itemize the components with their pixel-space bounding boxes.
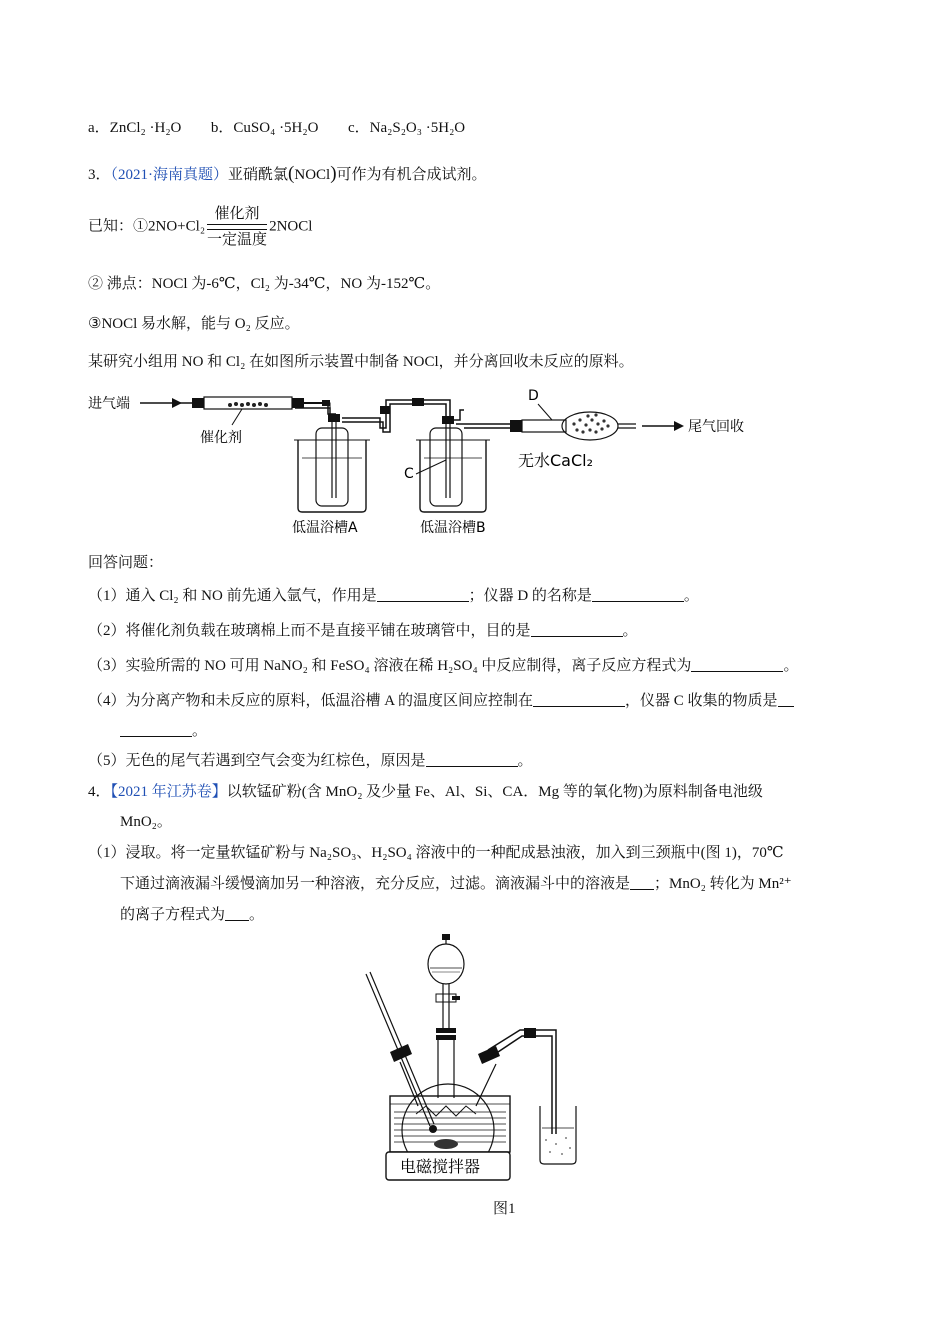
answer-blank[interactable] — [630, 875, 654, 890]
q3-sub4-cont — [120, 720, 207, 742]
q3-sub5-b: 。 — [517, 753, 533, 769]
q4-text1: 以软锰矿粉(含 MnO₂ 及少量 Fe、Al、Si、CA．Mg 等的氧化物)为原料制备电池级 — [226, 784, 763, 800]
q4-sub1-line3b: 。 — [249, 907, 265, 923]
eq-left: 2NO+Cl₂ — [148, 218, 206, 235]
q4-sub1-line3a: 的离子方程式为 — [120, 907, 226, 923]
diagram-catalyst-label: 催化剂 — [200, 430, 242, 446]
q4-text2: MnO₂。 — [120, 814, 172, 830]
q3-number: 3． — [88, 167, 111, 183]
apparatus-diagram — [80, 380, 780, 545]
figure-1-apparatus — [360, 930, 580, 1185]
q3-sub3-a: （3）实验所需的 NO 可用 NaNO₂ 和 FeSO₄ 溶液在稀 H₂SO₄ 中反应制得，离子反应方程式为 — [88, 658, 692, 674]
diagram-tail-label: 尾气回收 — [688, 419, 744, 435]
answer-blank[interactable] — [592, 587, 684, 602]
q3-sub1-c: 。 — [683, 588, 699, 604]
option-b: b． — [210, 120, 234, 136]
q3-sub3-b: 。 — [783, 658, 799, 674]
q3-sub2-a: （2）将催化剂负载在玻璃棉上而不是直接平铺在玻璃管中，目的是 — [88, 623, 531, 639]
q3-sub4 — [88, 690, 794, 712]
eq-condition — [207, 205, 267, 249]
answer-blank[interactable] — [120, 722, 192, 737]
q3-answer-label: 回答问题： — [88, 555, 164, 571]
answer-blank[interactable] — [533, 692, 625, 707]
q3-sub2 — [88, 620, 638, 642]
answer-blank[interactable] — [691, 657, 783, 672]
q3-setup: 某研究小组用 NO 和 Cl₂ 在如图所示装置中制备 NOCl，并分离回收未反应的原料。 — [88, 354, 634, 370]
diagram-bath-a: 低温浴槽A — [292, 520, 358, 536]
q3-sub1-a: （1）通入 Cl₂ 和 NO 前先通入氩气，作用是 — [88, 588, 377, 604]
q3-fact3: ③NOCl 易水解，能与 O₂ 反应。 — [88, 316, 300, 332]
q3-sub4-b: ，仪器 C 收集的物质是 — [625, 693, 778, 709]
q3-fact2: ② 沸点：NOCl 为-6℃，Cl₂ 为-34℃，NO 为-152℃。 — [88, 276, 441, 292]
stirrer-label: 电磁搅拌器 — [400, 1157, 481, 1176]
diagram-inlet-label: 进气端 — [88, 396, 130, 412]
answer-blank[interactable] — [225, 906, 249, 921]
q3-sub4-a: （4）为分离产物和未反应的原料，低温浴槽 A 的温度区间应控制在 — [88, 693, 534, 709]
diagram-bath-b: 低温浴槽B — [420, 520, 486, 536]
q3-sub5-a: （5）无色的尾气若遇到空气会变为红棕色，原因是 — [88, 753, 426, 769]
q3-sub3 — [88, 655, 798, 677]
q4-sub1-line2 — [120, 873, 792, 895]
q4-source: 【2021 年江苏卷】 — [110, 784, 227, 800]
q3-sub5 — [88, 750, 533, 772]
option-b-formula: CuSO₄ ·5H₂O — [233, 120, 319, 136]
q3-sub1 — [88, 585, 699, 607]
diagram-cacl2-label: 无水CaCl₂ — [518, 451, 594, 470]
q4-number: 4． — [88, 784, 111, 800]
option-a-formula: ZnCl₂ ·H₂O — [109, 120, 182, 136]
q3-title: 3．（2021·海南真题）亚硝酰氯(NOCl)可作为有机合成试剂。 — [88, 163, 487, 184]
option-c-formula: Na₂S₂O₃ ·5H₂O — [369, 120, 466, 136]
eq-top: 催化剂 — [214, 206, 260, 222]
option-a: a． — [88, 120, 110, 136]
answer-blank[interactable] — [377, 587, 469, 602]
answer-blank[interactable] — [778, 692, 794, 707]
q3-sub4-c: 。 — [192, 723, 208, 739]
q3-sub2-b: 。 — [622, 623, 638, 639]
options-line — [88, 117, 465, 139]
eq-right: 2NOCl — [269, 218, 313, 235]
q4-sub1-line3 — [120, 904, 264, 926]
figure-1-caption: 图1 — [493, 1201, 516, 1217]
q4-sub1-line2b: ；MnO₂ 转化为 Mn²⁺ — [654, 876, 792, 892]
diagram-label-c: C — [404, 466, 414, 482]
q3-sub1-b: ；仪器 D 的名称是 — [468, 588, 592, 604]
q4-sub1-line1: （1）浸取。将一定量软锰矿粉与 Na₂SO₃、H₂SO₄ 溶液中的一种配成悬浊液，加入到三颈瓶中(图 1)，70℃ — [88, 845, 784, 861]
q3-source: （2021·海南真题） — [110, 167, 229, 183]
q4-title — [88, 781, 763, 803]
option-c: c． — [347, 120, 370, 136]
q3-known-label: 已知：① — [88, 218, 149, 235]
answer-blank[interactable] — [531, 622, 623, 637]
q3-nocl: NOCl — [294, 167, 331, 183]
q3-intro: 亚硝酰氯 — [228, 167, 289, 183]
eq-bottom: 一定温度 — [207, 232, 268, 248]
answer-blank[interactable] — [426, 752, 518, 767]
q3-intro2: 可作为有机合成试剂。 — [336, 167, 487, 183]
q3-known-equation — [88, 205, 312, 249]
diagram-label-d: D — [528, 388, 539, 404]
q4-sub1-line2a: 下通过滴液漏斗缓慢滴加另一种溶液，充分反应，过滤。滴液漏斗中的溶液是 — [120, 876, 631, 892]
